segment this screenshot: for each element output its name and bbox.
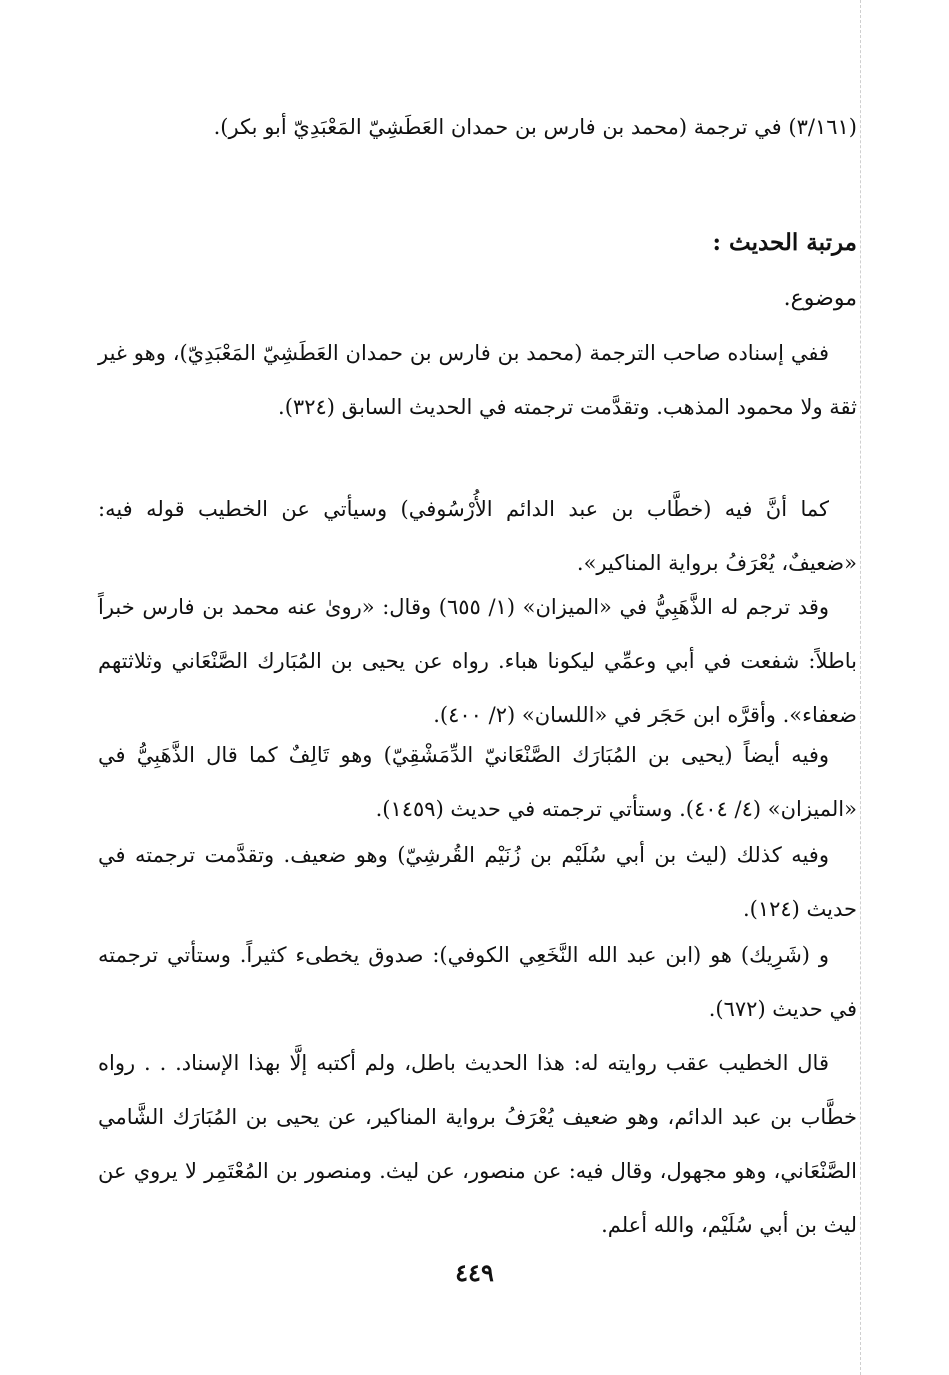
paragraph-reference [98,100,857,154]
grade-text: موضوع. [783,286,857,311]
paragraph-narrator-2 [98,482,857,590]
paragraph-khatib [98,1036,857,1252]
hadith-grade [98,272,857,326]
paragraph-narrator-3 [98,728,857,836]
paragraph-text: كما أنَّ فيه (خطَّاب بن عبد الدائم الأُرْسُوفي) وسيأتي عن الخطيب قوله فيه: «ضعيفٌ، يُعْرَفُ برواية المناكير». [98,497,857,575]
paragraph-narrator-1 [98,326,857,434]
paragraph-text: قال الخطيب عقب روايته له: هذا الحديث باطل، ولم أكتبه إلَّا بهذا الإسناد. . . رواه خطَّاب بن عبد الدائم، وهو ضعيف يُعْرَفُ برواية المناكير، عن يحيى بن المُبَارَك الشَّامي الصَّنْعَاني، وهو مجهول، وقال فيه: عن منصور، عن ليث. ومنصور بن المُعْتَمِر لا يروي عن ليث بن أبي سُلَيْم، والله أعلم. [98,1051,857,1237]
paragraph-dhahabi [98,580,857,742]
paragraph-text: وفيه كذلك (ليث بن أبي سُلَيْم بن زُنَيْم القُرشِيّ) وهو ضعيف. وتقدَّمت ترجمته في حديث (١٢٤). [98,843,857,921]
section-heading: مرتبة الحديث : [712,229,857,256]
paragraph-narrator-5 [98,928,857,1036]
paragraph-text: (٣/١٦١) في ترجمة (محمد بن فارس بن حمدان العَطَشِيّ المَعْبَدِيّ أبو بكر). [213,115,857,139]
paragraph-text: وقد ترجم له الذَّهَبِيُّ في «الميزان» (١/ ٦٥٥) وقال: «روىٰ عنه محمد بن فارس خبراً باطلاً: شفعت في أبي وعمِّي ليكونا هباء. رواه عن يحيى بن المُبَارك الصَّنْعَاني وثلاثتهم ضعفاء». وأقرَّه ابن حَجَر في «اللسان» (٢/ ٤٠٠). [98,595,857,727]
paragraph-narrator-4 [98,828,857,936]
paragraph-text: و (شَرِيك) هو (ابن عبد الله النَّخَعِي الكوفي): صدوق يخطىء كثيراً. وستأتي ترجمته في حديث (٦٧٢). [98,943,857,1021]
paragraph-text: ففي إسناده صاحب الترجمة (محمد بن فارس بن حمدان العَطَشِيّ المَعْبَدِيّ)، وهو غير ثقة ولا محمود المذهب. وتقدَّمت ترجمته في الحديث السابق (٣٢٤). [98,341,857,419]
paragraph-text: وفيه أيضاً (يحيى بن المُبَارَك الصَّنْعَانيّ الدِّمَشْقِيّ) وهو تَالِفٌ كما قال الذَّهَبِيُّ في «الميزان» (٤/ ٤٠٤). وستأتي ترجمته في حديث (١٤٥٩). [98,743,857,821]
page-number: ٤٤٩ [455,1258,494,1287]
scan-edge-line [860,0,861,1375]
